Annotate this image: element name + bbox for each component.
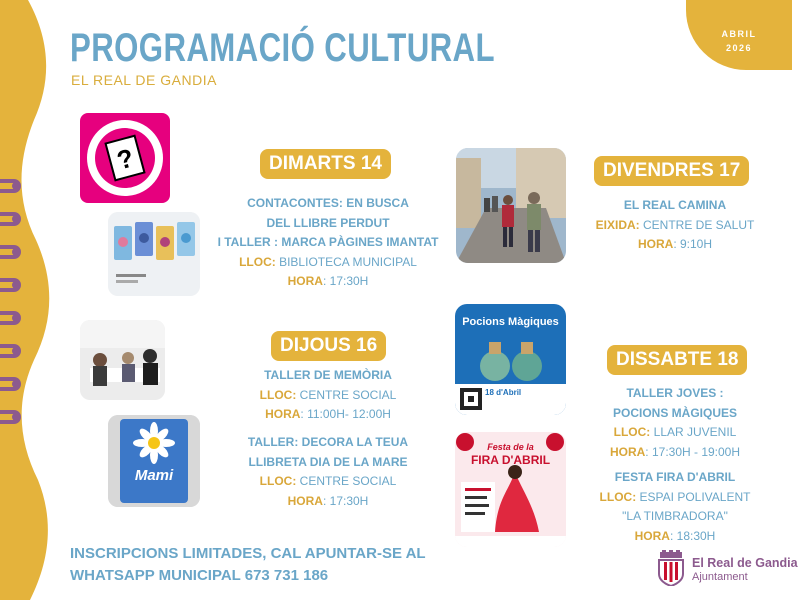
day-label-tuesday: DIMARTS 14: [260, 149, 391, 179]
day-label-saturday: DISSABTE 18: [607, 345, 747, 375]
event-thursday-1: [210, 366, 446, 425]
day-label-thursday: DIJOUS 16: [271, 331, 386, 361]
place-key: LLOC:: [239, 254, 276, 269]
time-key: HORA: [287, 274, 323, 288]
place-key: EIXIDA:: [595, 217, 640, 232]
month-label: ABRIL: [721, 29, 757, 39]
event-title-line: LLIBRETA DIA DE LA MARE: [248, 454, 408, 469]
notebook-label: Mami: [134, 467, 174, 484]
coat-of-arms-icon: [656, 550, 686, 586]
logo-name: El Real de Gandia: [692, 556, 798, 570]
event-title-line: CONTACONTES: EN BUSCA: [247, 196, 409, 210]
day-label-friday: DIVENDRES 17: [594, 156, 749, 186]
place-value: ESPAI POLIVALENT: [639, 489, 751, 504]
place-key: LLOC:: [613, 425, 651, 439]
logo-subtitle: Ajuntament: [692, 571, 748, 583]
time-value: : 18:30H: [669, 528, 716, 543]
place-value: CENTRE SOCIAL: [299, 474, 397, 488]
place-key: LLOC:: [259, 387, 297, 402]
time-value: : 17:30H - 19:00H: [645, 444, 741, 459]
place-key: LLOC:: [259, 474, 297, 488]
time-key: HORA: [637, 237, 674, 251]
event-title-line: TALLER JOVES :: [626, 386, 724, 400]
poster-title: Pocions Màgiques: [462, 316, 559, 328]
event-title: FESTA FIRA D'ABRIL: [614, 470, 736, 484]
page-subtitle: EL REAL DE GANDIA: [71, 72, 217, 88]
event-tuesday: [200, 194, 456, 292]
date-badge: [686, 0, 792, 70]
magic-potions-poster: [455, 304, 566, 415]
registration-note-line: INSCRIPCIONS LIMITADES, CAL APUNTAR-SE AL: [70, 545, 426, 562]
poster-date: 18 d'Abril: [485, 388, 522, 397]
place-value: CENTRE DE SALUT: [643, 217, 755, 232]
place-value: LLAR JUVENIL: [653, 425, 737, 439]
event-title: TALLER DE MEMÒRIA: [264, 368, 392, 382]
time-key: HORA: [287, 493, 323, 508]
event-title-line: TALLER: DECORA LA TEUA: [247, 435, 409, 449]
time-key: HORA: [265, 407, 301, 421]
time-value: : 17:30H: [322, 493, 369, 508]
event-friday: [580, 196, 770, 255]
walking-group-photo: [456, 148, 566, 263]
svg-text:?: ?: [113, 142, 137, 176]
time-value: : 9:10H: [673, 237, 713, 251]
place-value-line2: "LA TIMBRADORA": [622, 509, 728, 523]
page-title: PROGRAMACIÓ CULTURAL: [70, 26, 495, 70]
fira-abril-poster: [455, 432, 566, 547]
time-value: : 17:30H: [322, 274, 369, 288]
event-title-line: DEL LLIBRE PERDUT: [266, 215, 390, 230]
place-value: CENTRE SOCIAL: [299, 387, 397, 402]
event-saturday-1: [580, 384, 770, 462]
time-value: : 11:00H- 12:00H: [300, 407, 391, 421]
time-key: HORA: [609, 444, 646, 459]
event-thursday-2: [210, 433, 446, 511]
book-cover-image: [80, 113, 170, 203]
event-title: EL REAL CAMINA: [623, 198, 727, 212]
place-value: BIBLIOTECA MUNICIPAL: [279, 254, 417, 269]
fira-poster-title-a: Festa de la: [487, 442, 534, 452]
mami-notebook-image: [108, 415, 200, 507]
fira-poster-title-b: FIRA D'ABRIL: [470, 453, 551, 467]
bookmarks-craft-image: [108, 212, 200, 296]
event-title-line: I TALLER : MARCA PÀGINES IMANTAT: [217, 235, 439, 249]
place-key: LLOC:: [599, 489, 637, 504]
wavy-left-border: [0, 0, 60, 600]
time-key: HORA: [634, 528, 670, 543]
memory-workshop-photo: [80, 320, 165, 400]
year-label: 2026: [725, 43, 753, 53]
event-title-line: POCIONS MÀGIQUES: [612, 405, 737, 420]
registration-note-line: WHATSAPP MUNICIPAL 673 731 186: [70, 567, 329, 584]
event-saturday-2: [580, 468, 770, 546]
town-logo: [656, 548, 796, 590]
registration-note: [70, 543, 426, 587]
